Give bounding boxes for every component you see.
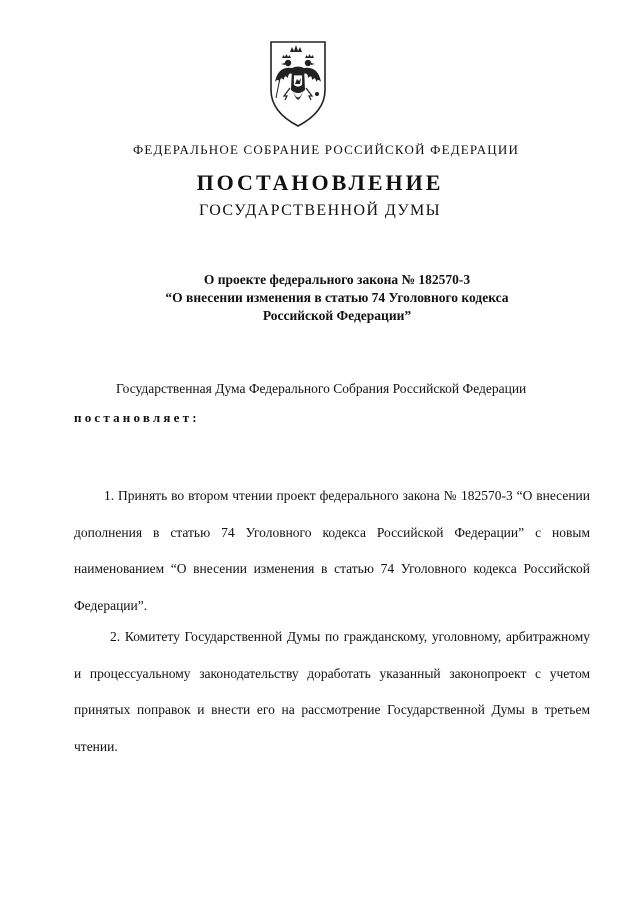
resolution-title-line: Российской Федерации” bbox=[262, 308, 412, 323]
resolution-item-1: 1. Принять во втором чтении проект федерального закона № 182570-3 “О внесении дополнения в статью 74 Уголовного кодекса Российской Федерации” с новым наименованием “О внесении изменения в статью 74 Уголовного кодекса Российской Федерации”. bbox=[74, 488, 590, 613]
resolves-keyword: постановляет: bbox=[74, 410, 200, 425]
document-type: ПОСТАНОВЛЕНИЕ bbox=[196, 170, 444, 195]
resolution-title bbox=[0, 271, 640, 325]
resolution-title-line: О проекте федерального закона № 182570-3 bbox=[203, 272, 471, 287]
preamble-paragraph: Государственная Дума Федерального Собрания Российской Федерации bbox=[116, 381, 527, 396]
resolution-title-line: “О внесении изменения в статью 74 Уголовного кодекса bbox=[165, 290, 509, 305]
resolution-item-2: 2. Комитету Государственной Думы по гражданскому, уголовному, арбитражному и процессуальному законодательству доработать указанный законопроект с учетом принятых поправок и внести его на рассмотрение Государственной Думы в третьем чтении. bbox=[74, 629, 590, 754]
issuing-body: ГОСУДАРСТВЕННОЙ ДУМЫ bbox=[198, 202, 442, 219]
assembly-name: ФЕДЕРАЛЬНОЕ СОБРАНИЕ РОССИЙСКОЙ ФЕДЕРАЦИИ bbox=[132, 142, 520, 157]
double-headed-eagle-emblem-icon bbox=[268, 38, 328, 130]
